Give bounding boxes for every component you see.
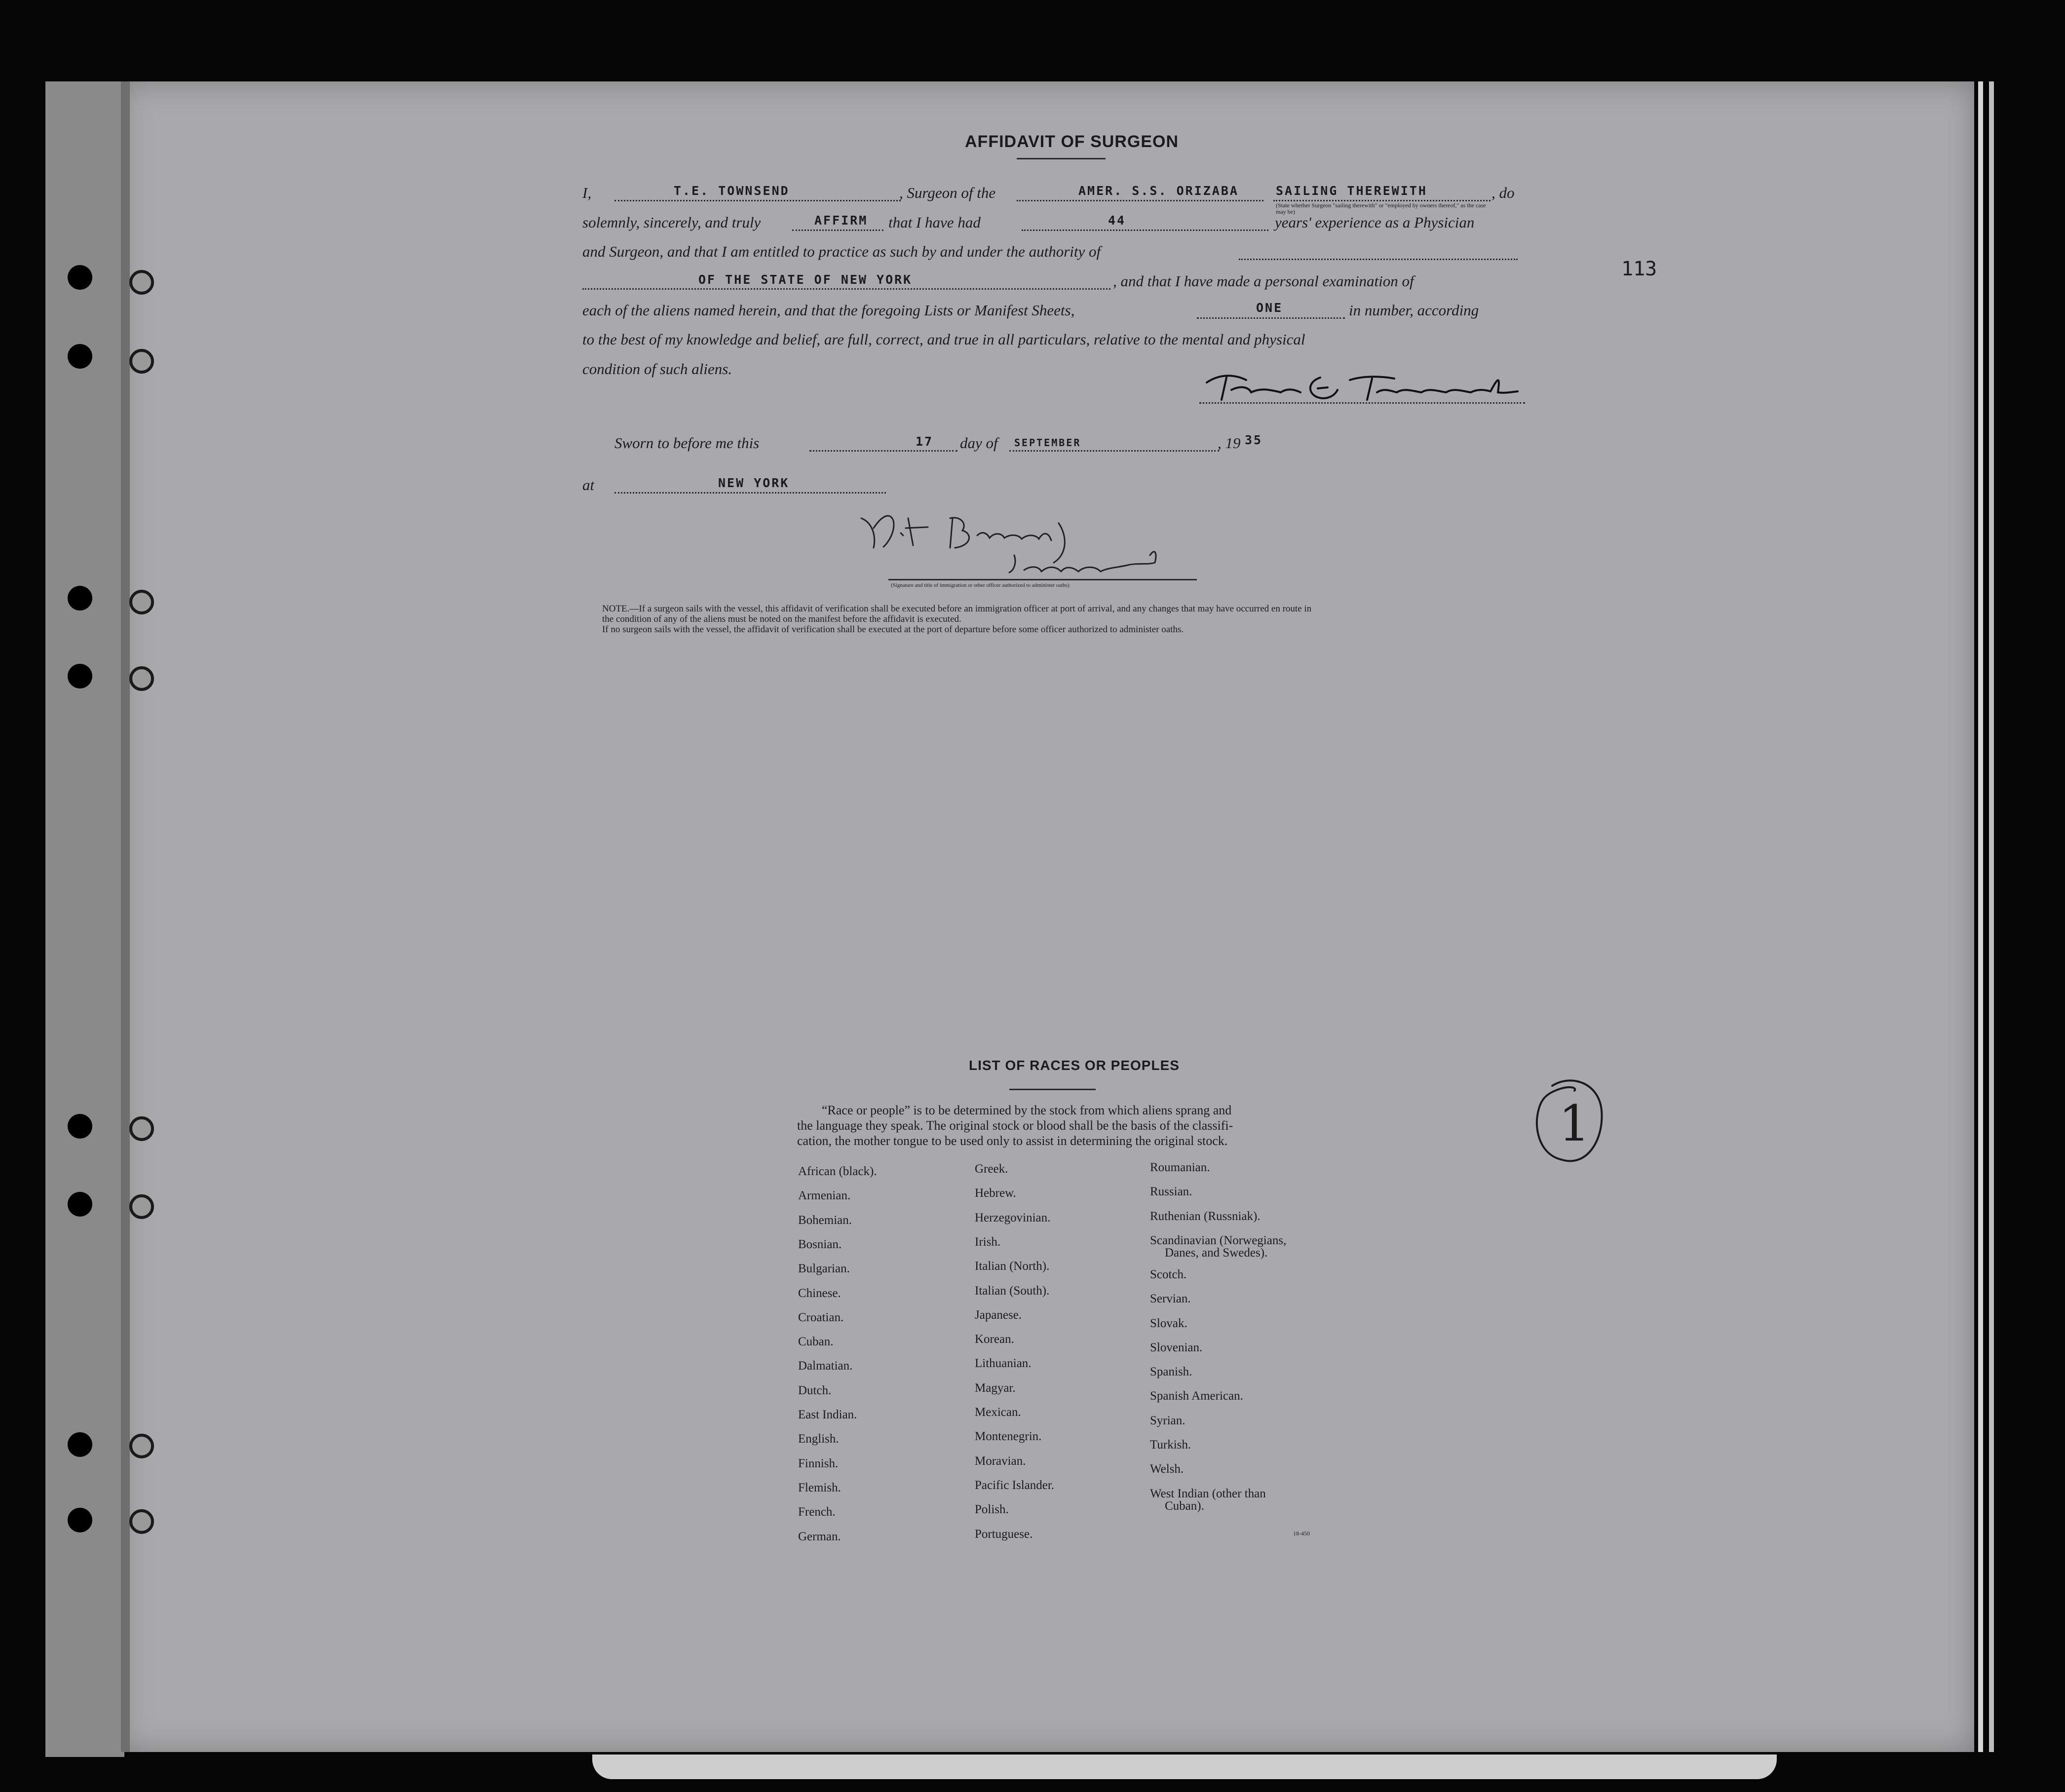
fill-line — [1017, 200, 1263, 201]
race-entry: Hebrew. — [975, 1186, 1016, 1200]
race-entry: English. — [798, 1432, 839, 1446]
binding-ring — [129, 1116, 154, 1141]
races-title-rule — [1009, 1089, 1096, 1090]
race-entry: Finnish. — [798, 1456, 839, 1470]
affidavit-text: condition of such aliens. — [582, 360, 732, 378]
race-entry: Syrian. — [1150, 1413, 1185, 1427]
signature-line — [1199, 402, 1525, 404]
binding-hole — [68, 1192, 92, 1217]
affidavit-text: solemnly, sincerely, and truly — [582, 214, 761, 231]
surgeon-status: SAILING THEREWITH — [1276, 184, 1427, 198]
affidavit-text: each of the aliens named herein, and that the foregoing Lists or Manifest Sheets, — [582, 302, 1075, 319]
fill-line — [1022, 229, 1268, 231]
affidavit-text: years' experience as a Physician — [1275, 214, 1475, 231]
affidavit-note: the condition of any of the aliens must be noted on the manifest before the affidavit is executed. — [602, 614, 961, 624]
binding-hole — [68, 1432, 92, 1457]
race-entry: Flemish. — [798, 1481, 841, 1494]
sworn-year: 35 — [1245, 433, 1263, 447]
races-intro: “Race or people” is to be determined by the stock from which aliens sprang and — [822, 1103, 1232, 1117]
race-entry: Lithuanian. — [975, 1357, 1032, 1371]
race-entry: Irish. — [975, 1235, 1001, 1249]
page-edge — [1978, 81, 1983, 1752]
binding-hole — [68, 1508, 92, 1532]
fill-line — [614, 200, 901, 201]
fill-line — [614, 492, 886, 494]
affidavit-text: and Surgeon, and that I am entitled to practice as such by and under the authority of — [582, 243, 1101, 260]
fill-line — [809, 450, 957, 452]
race-entry: Ruthenian (Russniak). — [1150, 1209, 1261, 1223]
binding-hole — [68, 664, 92, 688]
fill-line — [792, 229, 883, 231]
race-entry: Danes, and Swedes). — [1165, 1246, 1268, 1259]
sworn-day: 17 — [916, 434, 934, 449]
race-entry: Slovak. — [1150, 1316, 1187, 1330]
binding-hole — [68, 1114, 92, 1139]
sworn-place: NEW YORK — [718, 476, 790, 490]
race-entry: Magyar. — [975, 1381, 1016, 1395]
sworn-text: , 19 — [1218, 434, 1241, 452]
race-entry: Chinese. — [798, 1286, 841, 1300]
race-entry: Dalmatian. — [798, 1359, 853, 1373]
binding-ring — [129, 1194, 154, 1219]
affidavit-title: AFFIDAVIT OF SURGEON — [965, 132, 1179, 151]
title-rule — [1017, 158, 1106, 159]
race-entry: Croatian. — [798, 1310, 844, 1324]
affidavit-text: I, — [582, 184, 592, 201]
race-entry: Dutch. — [798, 1383, 832, 1397]
sworn-text: at — [582, 476, 595, 494]
race-entry: African (black). — [798, 1165, 877, 1178]
race-entry: German. — [798, 1529, 841, 1543]
status-note: (State whether Surgeon "sailing therewith" or "employed by owners thereof," as the case may be) — [1276, 202, 1486, 215]
race-entry: Cuban. — [798, 1335, 834, 1349]
race-entry: Polish. — [975, 1503, 1009, 1517]
officer-signature — [854, 508, 1209, 587]
race-entry: Servian. — [1150, 1292, 1191, 1306]
binding-ring — [129, 1509, 154, 1534]
race-entry: Bohemian. — [798, 1213, 852, 1227]
race-entry: Montenegrin. — [975, 1430, 1042, 1444]
race-entry: East Indian. — [798, 1408, 857, 1421]
race-entry: Russian. — [1150, 1185, 1192, 1199]
race-entry: Scandinavian (Norwegians, — [1150, 1233, 1287, 1247]
fill-line — [1273, 200, 1491, 201]
affidavit-text: to the best of my knowledge and belief, are full, correct, and true in all particulars, relative to the mental and physical — [582, 331, 1305, 348]
officer-caption: (Signature and title of immigration or other officer authorized to administer oaths) — [891, 582, 1070, 588]
race-entry: Herzegovinian. — [975, 1211, 1051, 1224]
affidavit-text: , do — [1491, 184, 1515, 201]
fill-line — [582, 288, 1110, 290]
binding-ring — [129, 270, 154, 295]
form-code: 18-450 — [1293, 1530, 1310, 1537]
race-entry: Bosnian. — [798, 1237, 842, 1251]
race-entry: Moravian. — [975, 1454, 1026, 1468]
affidavit-note: NOTE.—If a surgeon sails with the vessel, this affidavit of verification shall be executed before an immigration officer at port of arrival, and any changes that may have occurred en route in — [602, 604, 1312, 614]
race-entry: Bulgarian. — [798, 1262, 850, 1276]
fill-line — [1197, 317, 1345, 319]
page-number: 113 — [1621, 258, 1657, 280]
binding-hole — [68, 265, 92, 290]
vessel-name: AMER. S.S. ORIZABA — [1078, 184, 1239, 198]
bottom-page-curl — [592, 1754, 1777, 1779]
race-entry: Slovenian. — [1150, 1340, 1203, 1354]
binding-ring — [129, 590, 154, 614]
sworn-text: day of — [960, 434, 998, 452]
binding-ring — [129, 1434, 154, 1458]
surgeon-name: T.E. TOWNSEND — [674, 184, 790, 198]
back-sheet — [45, 81, 124, 1757]
surgeon-signature — [1202, 368, 1528, 407]
race-entry: West Indian (other than — [1150, 1487, 1266, 1500]
race-entry: Spanish. — [1150, 1365, 1192, 1379]
binding-hole — [68, 586, 92, 610]
race-entry: Welsh. — [1150, 1462, 1184, 1476]
affidavit-text: in number, according — [1349, 302, 1479, 319]
races-intro: the language they speak. The original stock or blood shall be the basis of the classifi- — [797, 1118, 1233, 1133]
years-experience: 44 — [1108, 213, 1126, 228]
race-entry: Pacific Islander. — [975, 1478, 1055, 1492]
race-entry: Greek. — [975, 1162, 1008, 1176]
affidavit-text: , Surgeon of the — [899, 184, 996, 201]
margin-mark: 1 — [1559, 1095, 1590, 1152]
practice-authority: OF THE STATE OF NEW YORK — [698, 272, 913, 287]
affidavit-text: , and that I have made a personal examination of — [1113, 272, 1414, 290]
binding-ring — [129, 349, 154, 374]
race-entry: Mexican. — [975, 1406, 1021, 1419]
binding-ring — [129, 666, 154, 691]
race-entry: Cuban). — [1165, 1499, 1204, 1513]
race-entry: Italian (South). — [975, 1284, 1050, 1297]
page-edge — [1989, 81, 1994, 1752]
race-entry: Turkish. — [1150, 1438, 1191, 1451]
race-entry: Spanish American. — [1150, 1389, 1243, 1403]
sworn-month: SEPTEMBER — [1014, 437, 1081, 449]
race-entry: Italian (North). — [975, 1259, 1050, 1273]
race-entry: Roumanian. — [1150, 1161, 1210, 1174]
affidavit-note: If no surgeon sails with the vessel, the affidavit of verification shall be executed at the port of departure before some officer authorized to administer oaths. — [602, 624, 1184, 635]
races-intro: cation, the mother tongue to be used only to assist in determining the original stock. — [797, 1134, 1228, 1148]
race-entry: Portuguese. — [975, 1527, 1033, 1541]
race-entry: Japanese. — [975, 1308, 1022, 1322]
binding-hole — [68, 344, 92, 369]
affidavit-text: that I have had — [888, 214, 981, 231]
race-entry: Scotch. — [1150, 1267, 1187, 1281]
fill-line — [1009, 450, 1219, 452]
manifest-sheet-count: ONE — [1256, 301, 1283, 315]
races-title: LIST OF RACES OR PEOPLES — [969, 1058, 1180, 1073]
fill-line — [1239, 259, 1518, 260]
sworn-text: Sworn to before me this — [614, 434, 760, 452]
race-entry: Korean. — [975, 1333, 1014, 1346]
race-entry: Armenian. — [798, 1189, 851, 1203]
page-fold-shadow — [121, 81, 130, 1752]
affirm-word: AFFIRM — [814, 213, 868, 228]
race-entry: French. — [798, 1505, 836, 1519]
officer-signature-line — [888, 579, 1197, 580]
